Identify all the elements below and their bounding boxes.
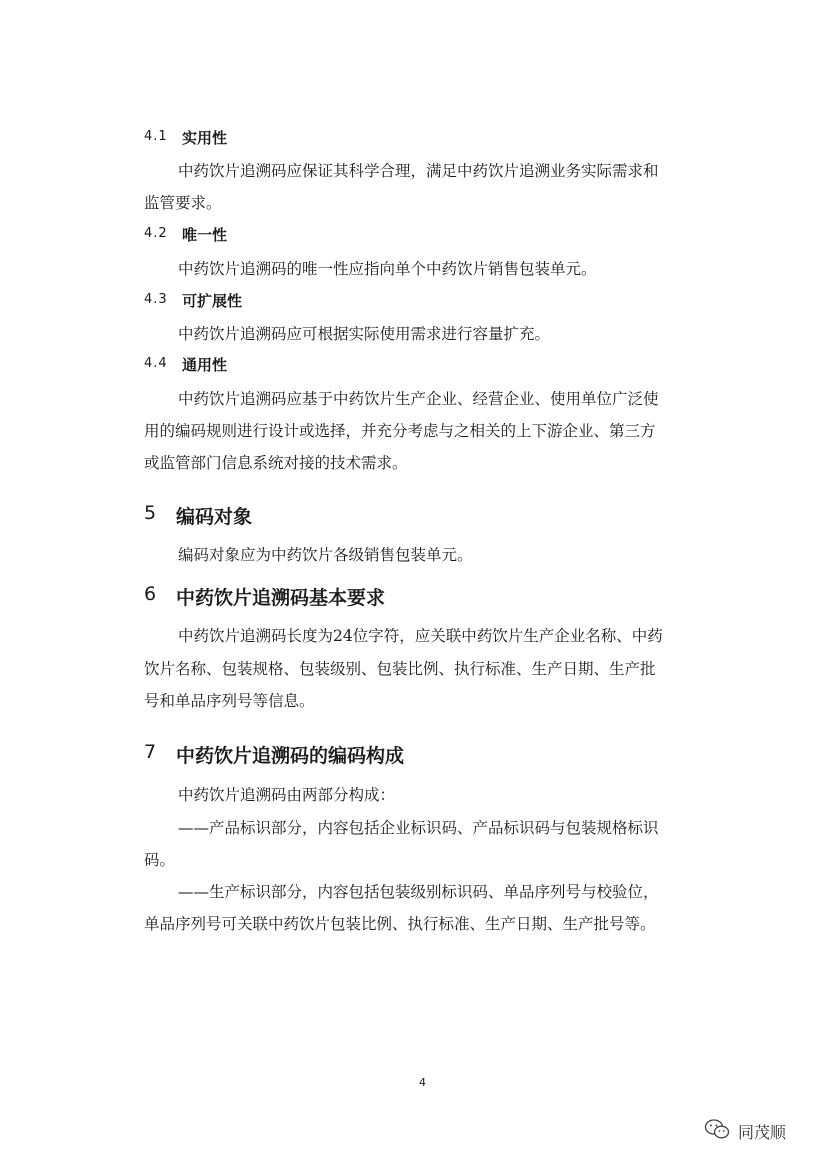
paragraph-line: 单品序列号可关联中药饮片包装比例、执行标准、生产日期、生产批号等。	[144, 915, 656, 933]
paragraph-line: 中药饮片追溯码应基于中药饮片生产企业、经营企业、使用单位广泛使	[178, 390, 659, 408]
paragraph-line: 中药饮片追溯码的唯一性应指向单个中药饮片销售包装单元。	[178, 260, 597, 278]
subsection-number: 4.3	[144, 292, 168, 307]
paragraph-line: 饮片名称、包装规格、包装级别、包装比例、执行标准、生产日期、生产批	[144, 660, 656, 678]
paragraph-line: 或监管部门信息系统对接的技术需求。	[144, 454, 408, 472]
section-title: 编码对象	[176, 506, 253, 528]
subsection-title: 唯一性	[182, 226, 228, 244]
paragraph-line: 中药饮片追溯码应可根据实际使用需求进行容量扩充。	[178, 325, 551, 343]
watermark-text: 同茂顺	[738, 1123, 787, 1142]
section-title: 中药饮片追溯码基本要求	[176, 587, 386, 609]
subsection-number: 4.2	[144, 226, 168, 241]
paragraph-line: 码。	[144, 851, 176, 869]
paragraph-line: 用的编码规则进行设计或选择，并充分考虑与之相关的上下游企业、第三方	[144, 422, 656, 440]
paragraph-line: 中药饮片追溯码长度为24位字符，应关联中药饮片生产企业名称、中药	[178, 627, 663, 645]
paragraph-line: 号和单品序列号等信息。	[144, 692, 315, 710]
paragraph-line: 编码对象应为中药饮片各级销售包装单元。	[178, 546, 473, 564]
subsection-title: 通用性	[182, 356, 228, 374]
paragraph-line: ——产品标识部分，内容包括企业标识码、产品标识码与包装规格标识	[178, 819, 659, 837]
subsection-number: 4.1	[144, 129, 168, 144]
paragraph-line: ——生产标识部分，内容包括包装级别标识码、单品序列号与校验位，	[178, 883, 659, 901]
subsection-number: 4.4	[144, 356, 168, 371]
section-title: 中药饮片追溯码的编码构成	[176, 745, 405, 767]
section-number: 7	[144, 741, 157, 763]
subsection-title: 可扩展性	[182, 292, 243, 310]
paragraph-line: 中药饮片追溯码由两部分构成：	[178, 786, 396, 804]
paragraph-line: 中药饮片追溯码应保证其科学合理，满足中药饮片追溯业务实际需求和	[178, 162, 659, 180]
wechat-icon	[704, 1118, 730, 1140]
section-number: 5	[144, 502, 157, 524]
section-number: 6	[144, 583, 157, 605]
paragraph-line: 监管要求。	[144, 194, 222, 212]
subsection-title: 实用性	[182, 129, 228, 147]
page-number: 4	[419, 1076, 426, 1089]
